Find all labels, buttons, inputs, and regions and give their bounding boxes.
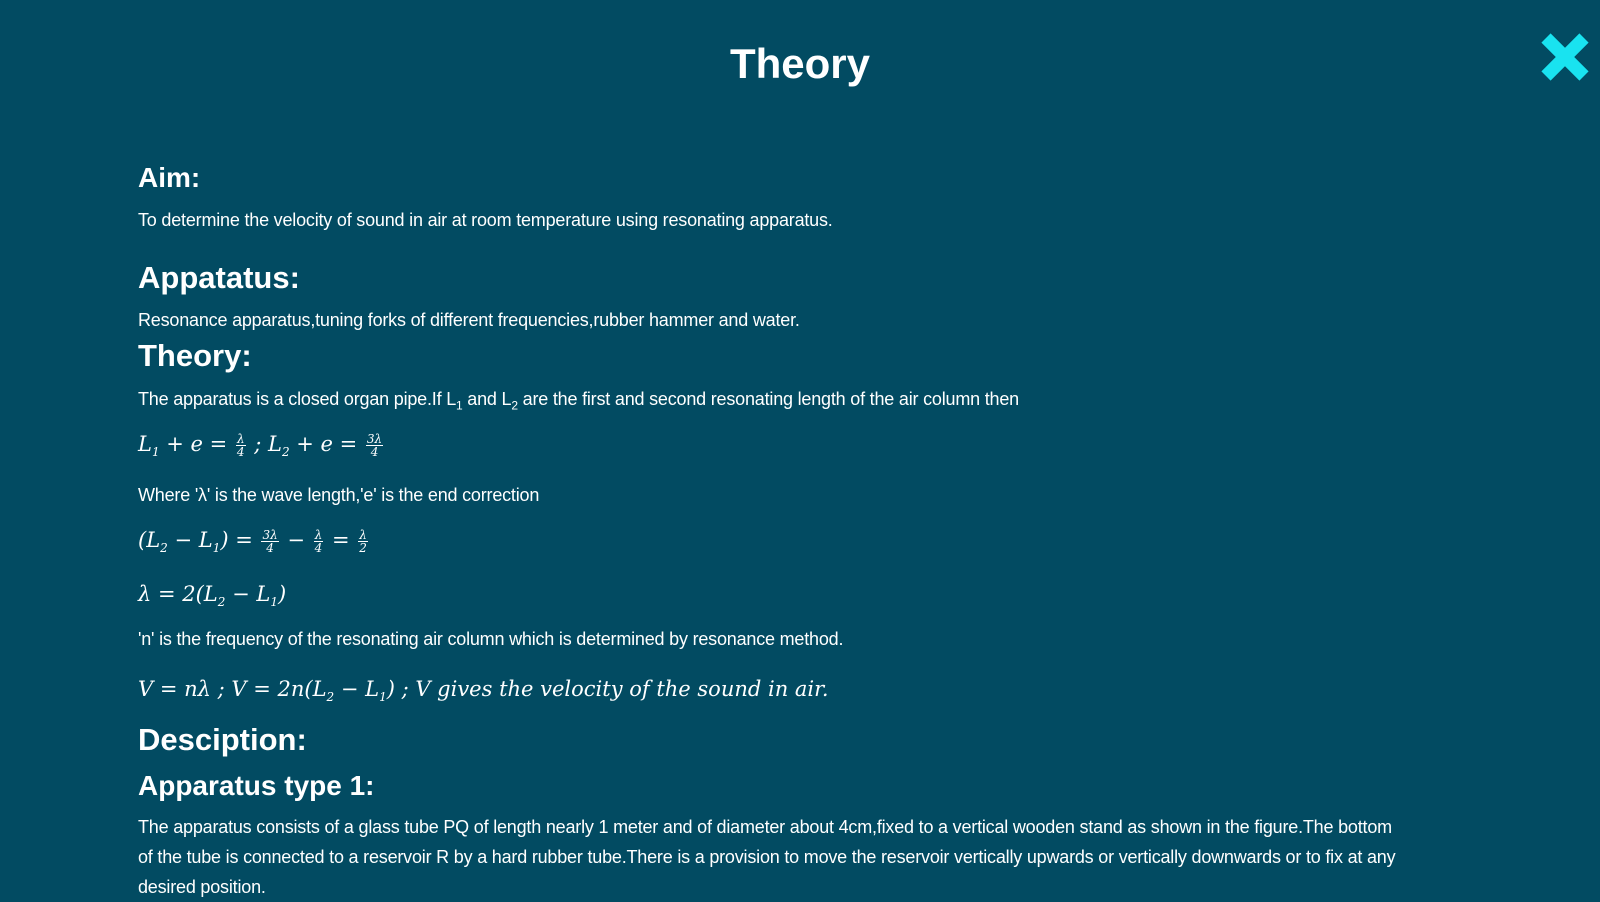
equation-wavelength: $\lambda = 2(L_2 - L_1)$: [138, 582, 287, 610]
where-text: Where 'λ' is the wave length,'e' is the end correction: [138, 485, 540, 505]
apparatus-heading: Appatatus:: [138, 260, 300, 295]
aim-heading: Aim:: [138, 162, 201, 193]
theory-heading: Theory:: [138, 338, 252, 373]
page-title: Theory: [729, 40, 871, 87]
equation-resonance-lengths: $L_1 + e$ = $\frac{\lambda}{4}$ ; $L_2 + e$ = $\frac{3\lambda}{4}$: [138, 432, 383, 460]
close-icon: [1538, 30, 1592, 84]
theory-intro: The apparatus is a closed organ pipe.If $L_1$ and $L_2$ are the first and second resonating length of the air column then: [138, 389, 1019, 413]
aim-text: To determine the velocity of sound in air at room temperature using resonating apparatus.: [138, 210, 833, 230]
frequency-text: 'n' is the frequency of the resonating air column which is determined by resonance method.: [138, 629, 844, 649]
apparatus-text: Resonance apparatus,tuning forks of different frequencies,rubber hammer and water.: [138, 310, 800, 330]
equation-velocity: V = nλ ; $V = 2n(L_2 - L_1)$ ; V gives the velocity of the sound in air.: [138, 677, 829, 705]
apparatus-type-heading: Apparatus type 1:: [138, 770, 375, 801]
close-button[interactable]: [1538, 30, 1592, 84]
description-heading: Desciption:: [138, 722, 307, 757]
equation-length-difference: $(L_2 - L_1)$ = $\frac{3\lambda}{4}$ − $\frac{\lambda}{4}$ = $\frac{\lambda}{2}$: [138, 528, 367, 556]
description-text: The apparatus consists of a glass tube PQ of length nearly 1 meter and of diameter about 4cm,fixed to a vertical wooden stand as shown in the figure.The bottom of the tube is connected to a reservoir R by a hard rubber tube.There is a provision to move the reservoir vertically upwards or vertically downwards or to fix at any desired position.: [138, 817, 1396, 897]
